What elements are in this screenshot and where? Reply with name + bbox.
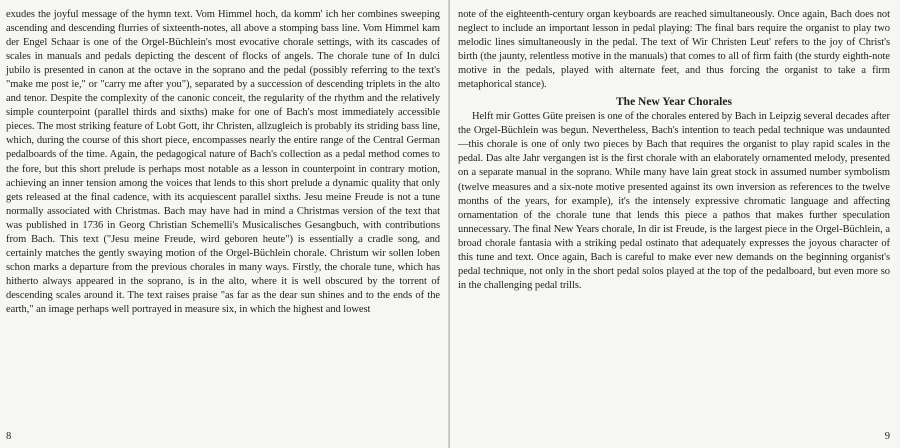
paragraph: note of the eighteenth-century organ keyboards are reached simultaneously. Once again, Bach does not neglect to include an important lesson in pedal playing: The final bars require the organist to play two melodic lines simultaneously in the pedal. The text of Wir Christen Leut' refers to the joy of Christ's birth (the jaunty, relentless motive in the manuals) that comes to all of firm faith (the sturdy eighth-note motive in the pedals, played with alternate feet, and thus forcing the organist to take a firm metaphorical stance). [458, 9, 890, 91]
left-page-text [6, 8, 440, 317]
section-heading: The New Year Chorales [616, 96, 732, 109]
right-page [450, 0, 900, 448]
page-number: 9 [884, 431, 890, 442]
paragraph: Helft mir Gottes Güte preisen is one of the chorales entered by Bach in Leipzig several decades after the Orgel-Büchlein was begun. Nevertheless, Bach's intention to teach pedal technique was undaunted—this chorale is one of only two pieces by Bach that requires the organist to play rapid scales in the pedal. Das alte Jahr vergangen ist is the first chorale with an elaborately ornamented melody, presented on a separate manual in the soprano. While many have lain great stock in assumed number symbolism (twelve measures and a six-note motive presented against its own inversion as references to the twelve months of the years, for example), it's the intensely expressive chromatic language and affecting ornamentation of the chorale tune that lends this piece a pathos that makes further speculation unnecessary. The final New Years chorale, In dir ist Freude, is the largest piece in the Orgel-Büchlein, a broad chorale fantasia with a striking pedal ostinato that adequately expresses the joyous character of this tune and text. Once again, Bach is careful to make ever new demands on the beginning organist's pedal technique, not only in the short pedal solos played at the top of the pedalboard, but even more so in the challenging pedal trills. [458, 111, 890, 291]
paragraph: exudes the joyful message of the hymn text. Vom Himmel hoch, da komm' ich her combines sweeping ascending and descending flurries of sixteenth-notes, all above a stomping bass line. Vom Himmel kam der Engel Schaar is one of the Orgel-Büchlein's most evocative chorale settings, with its cascades of scales in manuals and pedals depicting the descent of flocks of angels. The chorale tune of In dulci jubilo is presented in canon at the octave in the soprano and the pedal (possibly referring to the text's "make me post ie," or "carry me after you"), separated by a succession of descending triplets in the alto and tenor. Despite the complexity of the canonic conceit, the regularity of the rhythm and the relatively simple counterpoint (parallel thirds and sixths) make for one of Bach's most immediately accessible pieces. The most striking feature of Lobt Gott, ihr Christen, allzugleich is probably its striding bass line, which, during the course of this short piece, encompasses nearly the entire range of the Central German pedalboards of the time. Again, the pedagogical nature of Bach's collection as a pedal method comes to the fore, but this short prelude is perhaps most notable as a lesson in counterpoint in contrary motion, achieving an inner tension among the voices that lends to this short prelude a dynamic quality that only gets released at the final cadence, with its acquiescent parallel sixths. Jesu meine Freude is not a tune normally associated with Christmas. Bach may have had in mind a Christmas version of the text that was published in 1736 in Georg Christian Schemelli's Musicalisches Gesangbuch, with contributions from Bach. This text ("Jesu meine Freude, wird geboren heute") is essentially a cradle song, and certainly matches the gently swaying motion of the Orgel-Büchlein chorale. Christum wir sollen loben schon marks a departure from the previous chorales in many ways. Firstly, the chorale tune, which has hitherto always appeared in the soprano, is in the alto, where it is well obscured by the torrent of descending scales around it. The text raises praise "as far as the dear sun shines and to the ends of the earth," an image perhaps well portrayed in measure six, in which the highest and lowest [6, 9, 440, 315]
right-page-text [458, 8, 890, 293]
page-number: 8 [6, 431, 12, 442]
